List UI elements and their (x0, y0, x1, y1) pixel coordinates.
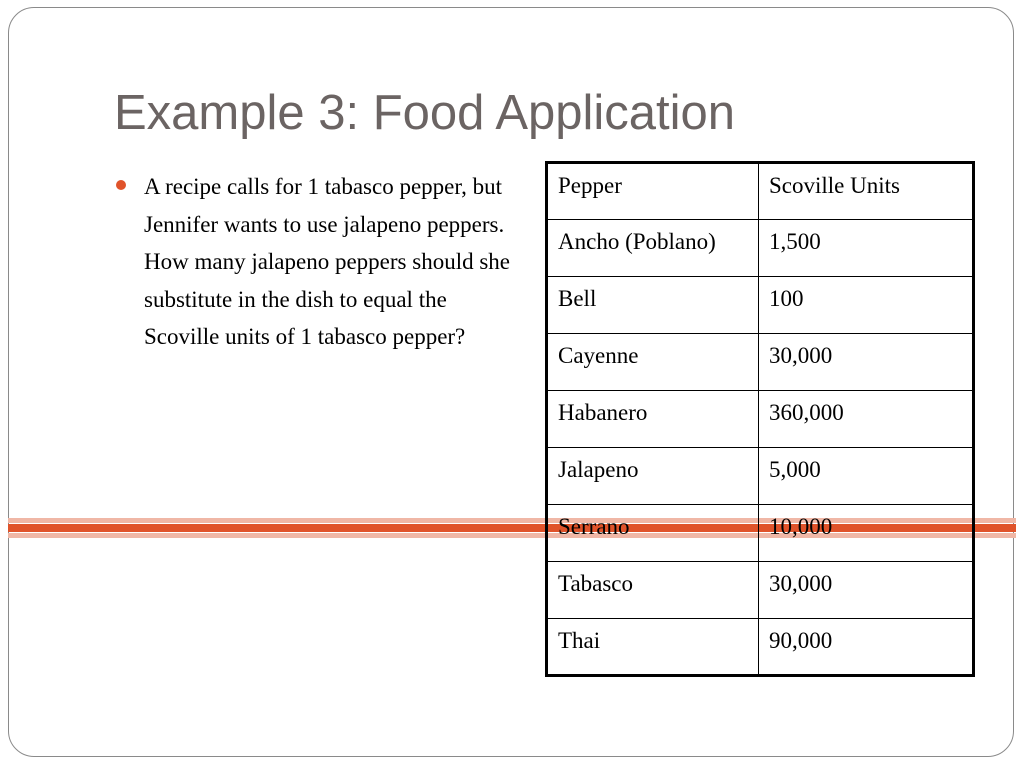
table-header-scoville-units: Scoville Units (758, 163, 973, 220)
table-row (547, 277, 974, 334)
pepper-cell: Habanero (547, 391, 759, 448)
pepper-scoville-table (545, 161, 975, 677)
bullet-list (114, 168, 514, 356)
pepper-cell: Bell (547, 277, 759, 334)
table-row (547, 619, 974, 676)
table-row (547, 448, 974, 505)
scoville-cell: 10,000 (758, 505, 973, 562)
table-row (547, 505, 974, 562)
pepper-cell: Cayenne (547, 334, 759, 391)
table-row (547, 220, 974, 277)
table-row (547, 334, 974, 391)
pepper-cell: Ancho (Poblano) (547, 220, 759, 277)
scoville-cell: 90,000 (758, 619, 973, 676)
table-header-row (547, 163, 974, 220)
scoville-cell: 360,000 (758, 391, 973, 448)
scoville-cell: 30,000 (758, 562, 973, 619)
table-header-pepper: Pepper (547, 163, 759, 220)
pepper-cell: Tabasco (547, 562, 759, 619)
pepper-cell: Serrano (547, 505, 759, 562)
table-row (547, 391, 974, 448)
table-row (547, 562, 974, 619)
slide-title: Example 3: Food Application (114, 86, 736, 140)
pepper-cell: Thai (547, 619, 759, 676)
pepper-cell: Jalapeno (547, 448, 759, 505)
scoville-cell: 1,500 (758, 220, 973, 277)
bullet-icon (116, 180, 126, 190)
scoville-cell: 100 (758, 277, 973, 334)
bullet-text: A recipe calls for 1 tabasco pepper, but Jennifer wants to use jalapeno peppers. How many jalapeno peppers should she substitute in the dish to equal the Scoville units of 1 tabasco pepper? (144, 174, 511, 349)
scoville-cell: 5,000 (758, 448, 973, 505)
scoville-cell: 30,000 (758, 334, 973, 391)
bullet-item (114, 168, 514, 356)
